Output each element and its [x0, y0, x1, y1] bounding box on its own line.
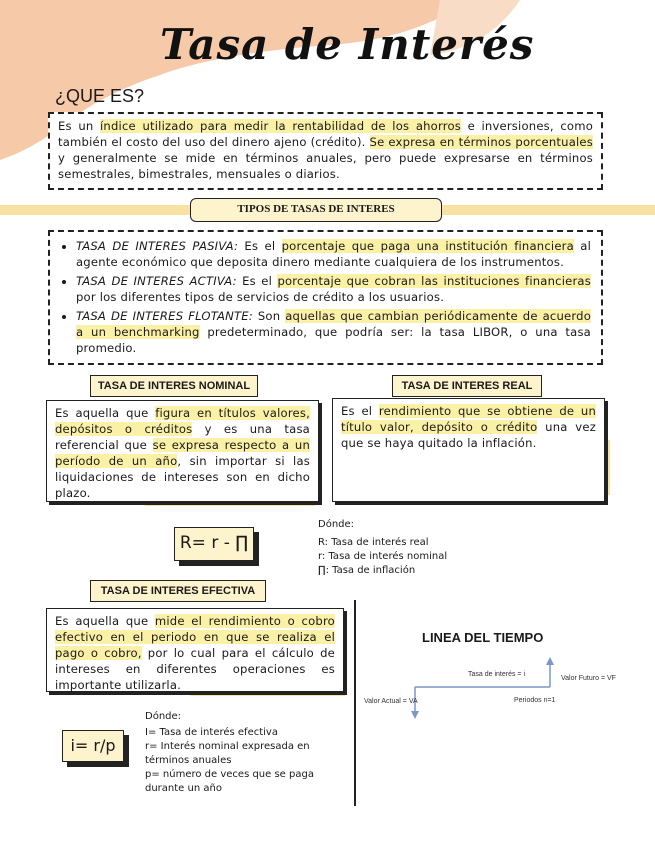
timeline-future: Valor Futuro = VF: [561, 675, 616, 682]
tipos-list: [58, 238, 591, 356]
nominal-label: TASA DE INTERES NOMINAL: [90, 375, 258, 397]
down-arrow-icon: [411, 711, 419, 719]
efectiva-box: Es aquella que mide el rendimiento o cobro efectivo en el periodo en que se realiza el pago o cobro, por lo cual para el cálculo de intereses en diferentes operaciones es importante utilizarla.: [46, 608, 344, 692]
list-item: • TASA DE INTERES FLOTANTE: Son aquellas que cambian periódicamente de acuerdo a un benchmarking predeterminado, que podría ser: la tasa LIBOR, o una tasa promedio.: [76, 308, 591, 356]
efectiva-label: TASA DE INTERES EFECTIVA: [90, 580, 266, 602]
timeline-present: Valor Actual = VA: [364, 698, 418, 705]
timeline-periods: Periodos n=1: [514, 697, 556, 704]
band-right: [440, 205, 655, 215]
tipos-box: [48, 230, 603, 365]
timeline-title: LINEA DEL TIEMPO: [422, 630, 544, 645]
band-left: [0, 205, 192, 215]
vertical-divider: [354, 600, 356, 806]
real-box: Es el rendimiento que se obtiene de un título valor, depósito o crédito una vez que se haya quitado la inflación.: [332, 398, 605, 502]
list-item: • TASA DE INTERES PASIVA: Es el porcentaje que paga una institución financiera al agente económico que deposita dinero mediante cualquiera de los instrumentos.: [76, 238, 591, 270]
page-title: Tasa de Interés: [160, 20, 535, 69]
list-item: • TASA DE INTERES ACTIVA: Es el porcentaje que cobran las instituciones financieras por los diferentes tipos de servicios de crédito a los usuarios.: [76, 273, 591, 305]
timeline-rate: Tasa de interés = i: [468, 671, 526, 678]
intro-box: Es un índice utilizado para medir la rentabilidad de los ahorros e inversiones, como también el costo del uso del dinero ajeno (crédito). Se expresa en términos porcentuales y generalmente se mide en términos anuales, pero puede expresarse en términos semestrales, bimestrales, mensuales o diarios.: [48, 112, 603, 190]
section-subtitle: ¿QUE ES?: [55, 86, 145, 106]
up-arrow-icon: [546, 657, 554, 665]
tipos-label: TIPOS DE TASAS DE INTERES: [190, 198, 442, 222]
nominal-box: Es aquella que figura en títulos valores, depósitos o créditos y es una tasa referencial que se expresa respecto a un período de un año, sin importar si las liquidaciones de intereses son en dicho plazo.: [46, 400, 319, 502]
real-label: TASA DE INTERES REAL: [392, 375, 542, 397]
formula-efectiva-legend: Dónde: I= Tasa de interés efectiva r= Interés nominal expresada en términos anuales p= número de veces que se paga durante un año: [145, 711, 314, 794]
formula-efectiva: i= r/p: [62, 730, 124, 762]
formula-real-legend: Dónde: R: Tasa de interés real r: Tasa de interés nominal ∏: Tasa de inflación: [318, 519, 448, 576]
formula-real: R= r - ∏: [174, 527, 254, 561]
timeline-diagram: [360, 655, 650, 730]
